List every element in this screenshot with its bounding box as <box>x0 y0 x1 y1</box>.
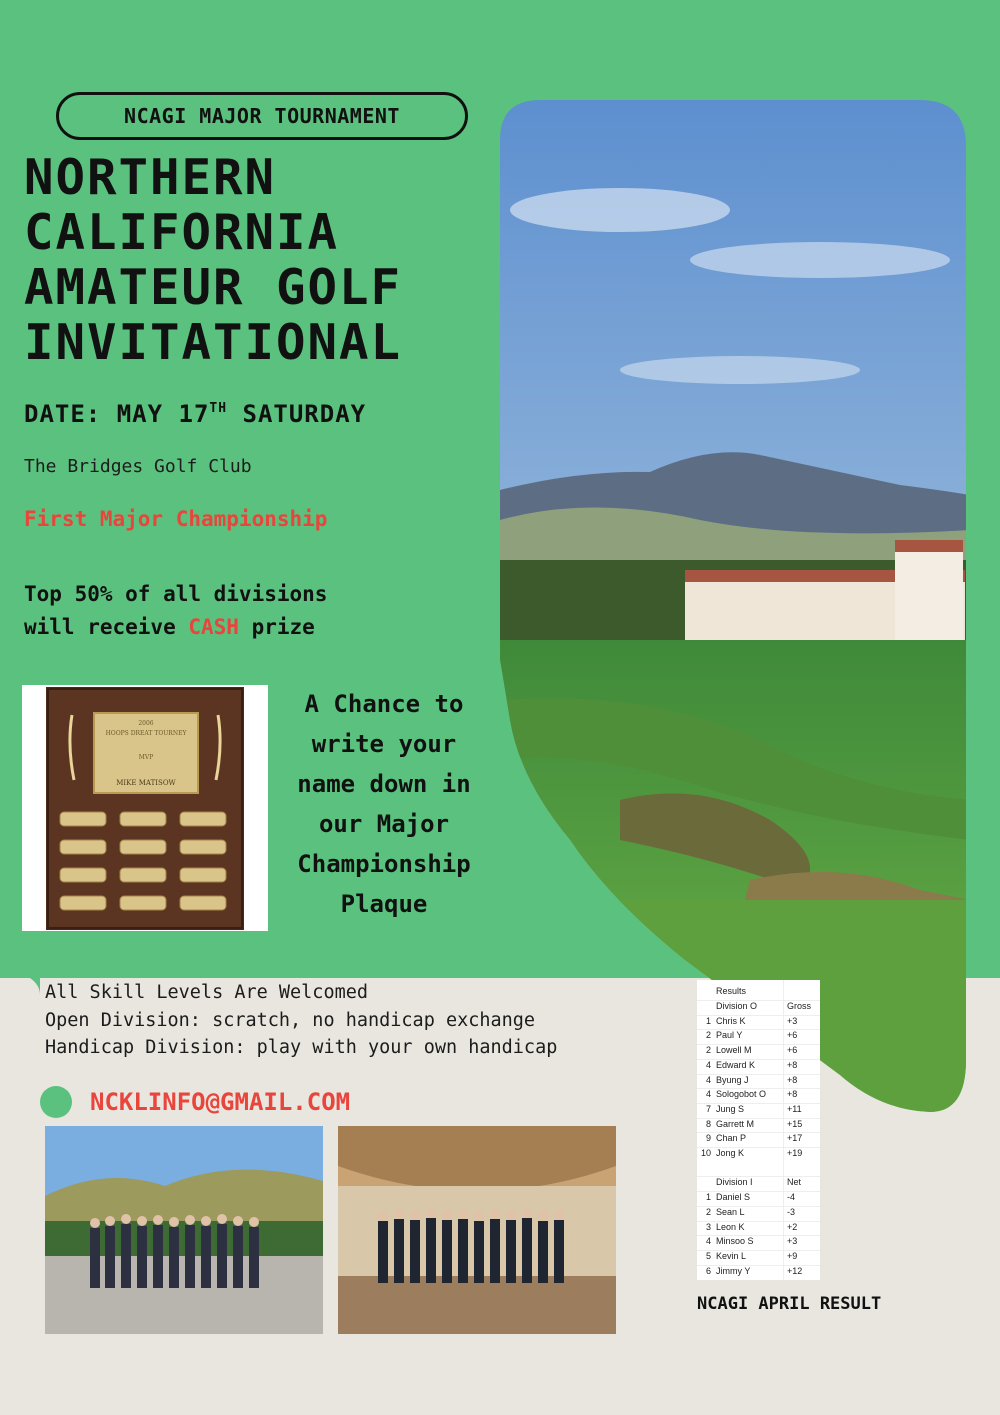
table-row <box>697 1265 820 1280</box>
date-suffix: TH <box>209 401 228 416</box>
table-row <box>697 1088 820 1103</box>
cash-highlight: CASH <box>188 615 239 639</box>
score-cell: +15 <box>787 1118 803 1129</box>
info-line-3: Handicap Division: play with your own handicap <box>45 1037 558 1058</box>
prize-line-2: will receive CASH prize <box>24 615 315 639</box>
table-row <box>697 1059 820 1074</box>
score-cell: +3 <box>787 1015 798 1026</box>
table-row <box>697 1132 820 1147</box>
player-cell: Chris K <box>716 1015 746 1026</box>
plaque-year: 2006 <box>138 720 154 727</box>
player-cell: Leon K <box>716 1221 745 1232</box>
score-cell: +8 <box>787 1059 798 1070</box>
rank-cell: 1 <box>705 1015 711 1026</box>
tournament-badge <box>56 92 468 140</box>
division-header <box>697 1176 820 1191</box>
player-cell: Garrett M <box>716 1118 755 1129</box>
player-cell: Lowell M <box>716 1045 752 1056</box>
player-cell: Minsoo S <box>716 1236 754 1247</box>
player-cell: Jimmy Y <box>716 1265 751 1276</box>
rank-cell: 9 <box>705 1133 711 1144</box>
score-cell: +8 <box>787 1089 798 1100</box>
score-label: Net <box>787 1177 802 1188</box>
rank-cell: 10 <box>700 1148 711 1158</box>
contact-email[interactable]: NCKLINFO@GMAIL.COM <box>90 1088 351 1116</box>
player-cell: Daniel S <box>716 1192 751 1203</box>
score-cell: -4 <box>787 1192 796 1203</box>
table-row <box>697 1074 820 1089</box>
division-header <box>697 1000 820 1015</box>
info-line-1: All Skill Levels Are Welcomed <box>45 982 369 1003</box>
rank-cell: 4 <box>705 1059 711 1070</box>
results-caption: NCAGI APRIL RESULT <box>697 1294 882 1314</box>
championship-label: First Major Championship <box>24 507 328 531</box>
tournament-badge-label: NCAGI MAJOR TOURNAMENT <box>124 104 400 128</box>
division-info <box>45 979 557 1062</box>
venue: The Bridges Golf Club <box>24 456 252 477</box>
table-row <box>697 1118 820 1133</box>
plaque-award: MVP <box>138 754 154 761</box>
score-cell: -3 <box>787 1206 796 1217</box>
golf-course-photo <box>500 100 970 1115</box>
table-row <box>697 1191 820 1206</box>
player-cell: Chan P <box>716 1133 747 1144</box>
rank-cell: 3 <box>705 1221 711 1232</box>
table-row <box>697 1250 820 1265</box>
title-line-1: NORTHERN <box>24 149 277 206</box>
score-cell: +8 <box>787 1074 798 1085</box>
player-cell: Jong K <box>716 1148 745 1158</box>
player-cell: Paul Y <box>716 1030 743 1041</box>
table-row <box>697 1029 820 1044</box>
rank-cell: 2 <box>705 1030 711 1041</box>
rank-cell: 4 <box>705 1074 711 1085</box>
table-row <box>697 1147 820 1162</box>
player-cell: Byung J <box>716 1074 749 1085</box>
player-cell: Sean L <box>716 1206 745 1217</box>
group-photo-clubhouse <box>338 1126 616 1334</box>
plaque-event: HOOPS DREAT TOURNEY <box>105 730 187 737</box>
results-heading: Results <box>716 986 747 996</box>
table-row <box>697 1015 820 1030</box>
table-row <box>697 1206 820 1221</box>
rank-cell: 5 <box>705 1250 711 1261</box>
date-day: SATURDAY <box>242 400 367 428</box>
info-line-2: Open Division: scratch, no handicap exchange <box>45 1009 536 1031</box>
table-row <box>697 1221 820 1236</box>
score-cell: +12 <box>787 1265 803 1276</box>
division-name: Division I <box>716 1177 753 1188</box>
rank-cell: 7 <box>705 1103 711 1114</box>
rank-cell: 2 <box>705 1206 711 1217</box>
division-name: Division O <box>716 1001 758 1011</box>
rank-cell: 8 <box>705 1118 711 1129</box>
plaque-caption: A Chance to write your name down in our Major Championship Plaque <box>297 690 471 918</box>
rank-cell: 4 <box>705 1236 711 1247</box>
score-cell: +6 <box>787 1045 798 1056</box>
page-title <box>24 150 494 370</box>
event-date <box>24 400 366 428</box>
table-row <box>697 1044 820 1059</box>
table-row <box>697 1103 820 1118</box>
score-cell: +9 <box>787 1250 798 1261</box>
score-cell: +17 <box>787 1133 803 1144</box>
score-cell: +19 <box>787 1148 803 1158</box>
group-photo-outdoor <box>45 1126 323 1334</box>
score-cell: +11 <box>787 1103 802 1114</box>
player-cell: Kevin L <box>716 1250 747 1261</box>
score-cell: +6 <box>787 1030 798 1041</box>
prize-line-1: Top 50% of all divisions <box>24 582 328 606</box>
score-cell: +3 <box>787 1236 798 1247</box>
player-cell: Sologobot O <box>716 1089 767 1100</box>
player-cell: Jung S <box>716 1103 745 1114</box>
plaque-name: MIKE MATISOW <box>116 779 176 787</box>
title-line-4: INVITATIONAL <box>24 314 403 371</box>
table-row <box>697 1235 820 1250</box>
prize-info <box>24 578 327 644</box>
rank-cell: 1 <box>705 1192 711 1203</box>
score-label: Gross <box>787 1001 812 1011</box>
score-cell: +2 <box>787 1221 798 1232</box>
rank-cell: 6 <box>705 1265 711 1276</box>
player-cell: Edward K <box>716 1059 756 1070</box>
rank-cell: 4 <box>705 1089 711 1100</box>
title-line-2: CALIFORNIA <box>24 204 340 261</box>
plaque-image <box>22 685 268 931</box>
results-table <box>697 980 820 1280</box>
rank-cell: 2 <box>705 1045 711 1056</box>
email-bullet-icon <box>40 1086 72 1118</box>
title-line-3: AMATEUR GOLF <box>24 259 403 316</box>
date-prefix: DATE: MAY 17 <box>24 400 210 428</box>
